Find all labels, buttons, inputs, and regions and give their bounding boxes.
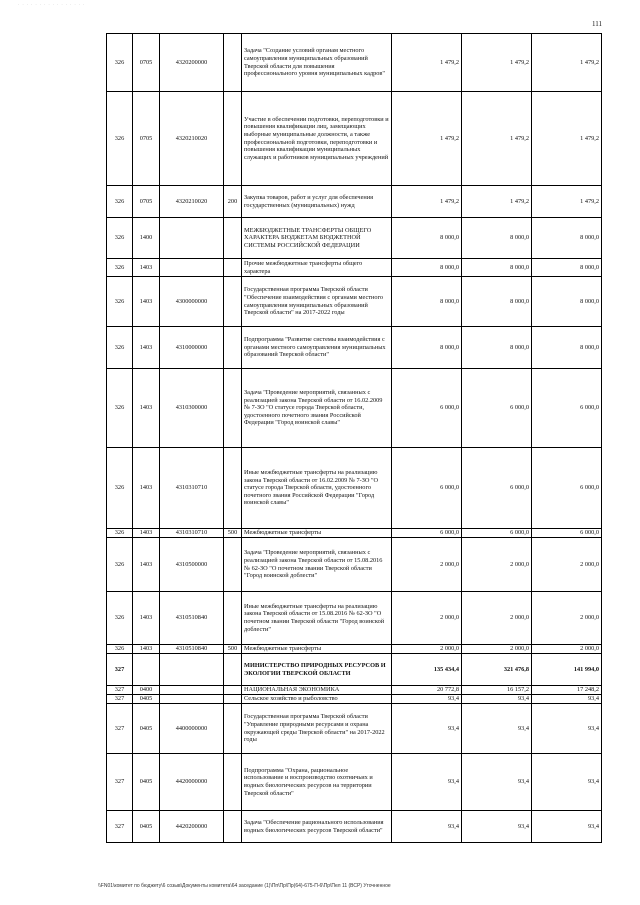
cell-amount-year3: 1 479,2	[532, 34, 602, 92]
cell-expense-type	[224, 218, 242, 259]
cell-article: 4310000000	[160, 327, 224, 369]
cell-section: 0705	[133, 34, 160, 92]
cell-article: 4310510840	[160, 592, 224, 645]
cell-description: Государственная программа Тверской области "Управление природными ресурсами и охрана окружающей среды Тверской области" на 2017-2022 годы	[242, 704, 392, 754]
cell-amount-year3: 1 479,2	[532, 92, 602, 186]
cell-admin-code: 326	[107, 529, 133, 538]
cell-description: МЕЖБЮДЖЕТНЫЕ ТРАНСФЕРТЫ ОБЩЕГО ХАРАКТЕРА БЮДЖЕТАМ БЮДЖЕТНОЙ СИСТЕМЫ РОССИЙСКОЙ ФЕДЕРАЦИИ	[242, 218, 392, 259]
page-number: 111	[592, 20, 602, 28]
cell-amount-year3: 8 000,0	[532, 218, 602, 259]
cell-amount-year3: 93,4	[532, 695, 602, 704]
cell-amount-year1: 1 479,2	[392, 186, 462, 218]
cell-amount-year2: 6 000,0	[462, 369, 532, 448]
cell-article: 4320210020	[160, 186, 224, 218]
cell-article	[160, 259, 224, 277]
cell-expense-type	[224, 277, 242, 327]
cell-description: Прочие межбюджетные трансферты общего характера	[242, 259, 392, 277]
cell-admin-code: 326	[107, 186, 133, 218]
scan-marks: · · · · · · · · · · · · · · · ·	[18, 2, 86, 7]
cell-section: 1403	[133, 327, 160, 369]
cell-amount-year3: 6 000,0	[532, 529, 602, 538]
cell-amount-year3: 93,4	[532, 811, 602, 843]
cell-description: Сельское хозяйство и рыболовство	[242, 695, 392, 704]
cell-amount-year2: 93,4	[462, 754, 532, 811]
cell-amount-year2: 6 000,0	[462, 529, 532, 538]
cell-amount-year1: 8 000,0	[392, 218, 462, 259]
cell-amount-year3: 93,4	[532, 704, 602, 754]
cell-amount-year2: 93,4	[462, 811, 532, 843]
cell-admin-code: 326	[107, 448, 133, 529]
cell-expense-type	[224, 811, 242, 843]
cell-admin-code: 326	[107, 645, 133, 654]
cell-amount-year2: 93,4	[462, 695, 532, 704]
cell-amount-year2: 8 000,0	[462, 327, 532, 369]
cell-amount-year2: 2 000,0	[462, 538, 532, 592]
cell-amount-year2: 321 476,8	[462, 654, 532, 686]
cell-section: 1403	[133, 369, 160, 448]
cell-amount-year2: 8 000,0	[462, 277, 532, 327]
cell-amount-year2: 2 000,0	[462, 645, 532, 654]
cell-expense-type	[224, 369, 242, 448]
cell-expense-type	[224, 538, 242, 592]
cell-admin-code: 326	[107, 369, 133, 448]
cell-amount-year1: 1 479,2	[392, 34, 462, 92]
cell-amount-year1: 8 000,0	[392, 327, 462, 369]
cell-section	[133, 654, 160, 686]
cell-expense-type	[224, 92, 242, 186]
cell-expense-type	[224, 448, 242, 529]
cell-article: 4310500000	[160, 538, 224, 592]
cell-article: 4420000000	[160, 754, 224, 811]
cell-article: 4320200000	[160, 34, 224, 92]
cell-article	[160, 218, 224, 259]
table-row	[107, 448, 602, 529]
table-row	[107, 592, 602, 645]
cell-description: Задача "Обеспечение рационального использования водных биологических ресурсов Тверской области"	[242, 811, 392, 843]
cell-expense-type	[224, 259, 242, 277]
cell-amount-year3: 2 000,0	[532, 645, 602, 654]
cell-description: Подпрограмма "Развитие системы взаимодействия с органами местного самоуправления муниципальных образований Тверской области"	[242, 327, 392, 369]
table-row	[107, 327, 602, 369]
cell-expense-type: 200	[224, 186, 242, 218]
cell-amount-year2: 6 000,0	[462, 448, 532, 529]
cell-admin-code: 327	[107, 686, 133, 695]
cell-admin-code: 327	[107, 754, 133, 811]
cell-admin-code: 326	[107, 218, 133, 259]
cell-section: 0405	[133, 754, 160, 811]
cell-expense-type: 500	[224, 529, 242, 538]
cell-expense-type	[224, 327, 242, 369]
table-row	[107, 811, 602, 843]
cell-expense-type	[224, 704, 242, 754]
budget-table	[106, 33, 602, 843]
cell-amount-year2: 8 000,0	[462, 218, 532, 259]
cell-admin-code: 327	[107, 654, 133, 686]
cell-amount-year3: 93,4	[532, 754, 602, 811]
cell-amount-year2: 8 000,0	[462, 259, 532, 277]
table-row	[107, 654, 602, 686]
cell-description: Задача "Проведение мероприятий, связанных с реализацией закона Тверской области от 16.02.2009 № 7-ЗО "О статусе города Тверской области, удостоенного почетного звания Российской Федерации "Город воинской славы"	[242, 369, 392, 448]
table-row	[107, 277, 602, 327]
cell-amount-year1: 2 000,0	[392, 538, 462, 592]
cell-description: Задача "Создание условий органам местного самоуправления муниципальных образований Тверской области для повышения профессионального уровня муниципальных кадров"	[242, 34, 392, 92]
cell-description: МИНИСТЕРСТВО ПРИРОДНЫХ РЕСУРСОВ И ЭКОЛОГИИ ТВЕРСКОЙ ОБЛАСТИ	[242, 654, 392, 686]
cell-article	[160, 654, 224, 686]
cell-amount-year3: 8 000,0	[532, 259, 602, 277]
table-row	[107, 754, 602, 811]
cell-admin-code: 327	[107, 811, 133, 843]
table-row	[107, 259, 602, 277]
table-row	[107, 704, 602, 754]
cell-amount-year3: 6 000,0	[532, 369, 602, 448]
cell-section: 1403	[133, 259, 160, 277]
cell-amount-year1: 93,4	[392, 811, 462, 843]
cell-amount-year3: 2 000,0	[532, 538, 602, 592]
cell-amount-year1: 6 000,0	[392, 448, 462, 529]
cell-section: 1403	[133, 592, 160, 645]
cell-admin-code: 327	[107, 695, 133, 704]
cell-amount-year1: 93,4	[392, 695, 462, 704]
cell-amount-year2: 1 479,2	[462, 34, 532, 92]
cell-article: 4320210020	[160, 92, 224, 186]
cell-article: 4310510840	[160, 645, 224, 654]
cell-description: Государственная программа Тверской области "Обеспечение взаимодействия с органами местного самоуправления муниципальных образований Тверской области" на 2017-2022 годы	[242, 277, 392, 327]
cell-amount-year2: 1 479,2	[462, 186, 532, 218]
cell-section: 0405	[133, 811, 160, 843]
cell-section: 0405	[133, 695, 160, 704]
table-row	[107, 34, 602, 92]
cell-amount-year2: 16 157,2	[462, 686, 532, 695]
cell-description: НАЦИОНАЛЬНАЯ ЭКОНОМИКА	[242, 686, 392, 695]
cell-section: 1403	[133, 645, 160, 654]
table-row	[107, 695, 602, 704]
cell-amount-year3: 8 000,0	[532, 327, 602, 369]
cell-description: Межбюджетные трансферты	[242, 529, 392, 538]
cell-article: 4310300000	[160, 369, 224, 448]
cell-admin-code: 326	[107, 277, 133, 327]
cell-amount-year1: 135 434,4	[392, 654, 462, 686]
table-row	[107, 369, 602, 448]
cell-amount-year2: 93,4	[462, 704, 532, 754]
cell-description: Подпрограмма "Охрана, рациональное использование и воспроизводство охотничьих и водных биологических ресурсов на территории Тверской области"	[242, 754, 392, 811]
cell-article	[160, 695, 224, 704]
cell-section: 1400	[133, 218, 160, 259]
cell-amount-year1: 20 772,8	[392, 686, 462, 695]
cell-expense-type	[224, 592, 242, 645]
cell-description: Закупка товаров, работ и услуг для обеспечения государственных (муниципальных) нужд	[242, 186, 392, 218]
cell-article: 4420200000	[160, 811, 224, 843]
cell-expense-type	[224, 695, 242, 704]
cell-description: Участие в обеспечении подготовки, переподготовки и повышения квалификации лиц, замещающих выборные муниципальные должности, а также профессиональной подготовки, переподготовки и повышения квалификации муниципальных служащих и работников муниципальных учреждений	[242, 92, 392, 186]
cell-amount-year1: 93,4	[392, 754, 462, 811]
cell-section: 0405	[133, 704, 160, 754]
cell-expense-type	[224, 34, 242, 92]
cell-expense-type	[224, 686, 242, 695]
cell-description: Задача "Проведение мероприятий, связанных с реализацией закона Тверской области от 15.08.2016 № 62-ЗО "О почетном звании Тверской области "Город воинской доблести"	[242, 538, 392, 592]
cell-article: 4400000000	[160, 704, 224, 754]
cell-admin-code: 326	[107, 259, 133, 277]
cell-amount-year1: 1 479,2	[392, 92, 462, 186]
cell-section: 1403	[133, 538, 160, 592]
cell-section: 0400	[133, 686, 160, 695]
table-row	[107, 218, 602, 259]
cell-expense-type	[224, 654, 242, 686]
cell-article: 4310310710	[160, 448, 224, 529]
table-body	[107, 34, 602, 843]
cell-description: Иные межбюджетные трансферты на реализацию закона Тверской области от 15.08.2016 № 62-ЗО "О почетном звании Тверской области "Город воинской доблести"	[242, 592, 392, 645]
table-row	[107, 686, 602, 695]
cell-admin-code: 326	[107, 538, 133, 592]
cell-article: 4300000000	[160, 277, 224, 327]
cell-admin-code: 326	[107, 92, 133, 186]
cell-article	[160, 686, 224, 695]
cell-amount-year1: 8 000,0	[392, 259, 462, 277]
cell-amount-year3: 8 000,0	[532, 277, 602, 327]
cell-section: 1403	[133, 529, 160, 538]
cell-amount-year1: 93,4	[392, 704, 462, 754]
cell-amount-year3: 1 479,2	[532, 186, 602, 218]
cell-amount-year3: 2 000,0	[532, 592, 602, 645]
cell-section: 1403	[133, 277, 160, 327]
cell-amount-year1: 2 000,0	[392, 645, 462, 654]
cell-section: 0705	[133, 92, 160, 186]
cell-section: 1403	[133, 448, 160, 529]
cell-amount-year1: 6 000,0	[392, 369, 462, 448]
table-row	[107, 538, 602, 592]
cell-amount-year3: 141 994,0	[532, 654, 602, 686]
cell-expense-type: 500	[224, 645, 242, 654]
cell-admin-code: 327	[107, 704, 133, 754]
footer-file-path: \\FN01\комитет по бюджету\6 созыв\Документы комитета\64 заседание (1)\Пп\Пр\Пр(64)-675-П-6\Пр\Пел 11 (ВСР) Уточненное	[98, 883, 391, 889]
cell-amount-year1: 8 000,0	[392, 277, 462, 327]
cell-amount-year3: 17 248,2	[532, 686, 602, 695]
cell-admin-code: 326	[107, 327, 133, 369]
cell-article: 4310310710	[160, 529, 224, 538]
cell-description: Иные межбюджетные трансферты на реализацию закона Тверской области от 16.02.2009 № 7-ЗО "О статусе города Тверской области, удостоенного почетного звания Российской Федерации "Город воинской славы"	[242, 448, 392, 529]
cell-admin-code: 326	[107, 592, 133, 645]
cell-amount-year1: 6 000,0	[392, 529, 462, 538]
cell-expense-type	[224, 754, 242, 811]
table-row	[107, 529, 602, 538]
cell-description: Межбюджетные трансферты	[242, 645, 392, 654]
cell-amount-year1: 2 000,0	[392, 592, 462, 645]
cell-amount-year2: 1 479,2	[462, 92, 532, 186]
cell-admin-code: 326	[107, 34, 133, 92]
table-row	[107, 186, 602, 218]
table-row	[107, 92, 602, 186]
cell-amount-year2: 2 000,0	[462, 592, 532, 645]
table-row	[107, 645, 602, 654]
cell-amount-year3: 6 000,0	[532, 448, 602, 529]
cell-section: 0705	[133, 186, 160, 218]
